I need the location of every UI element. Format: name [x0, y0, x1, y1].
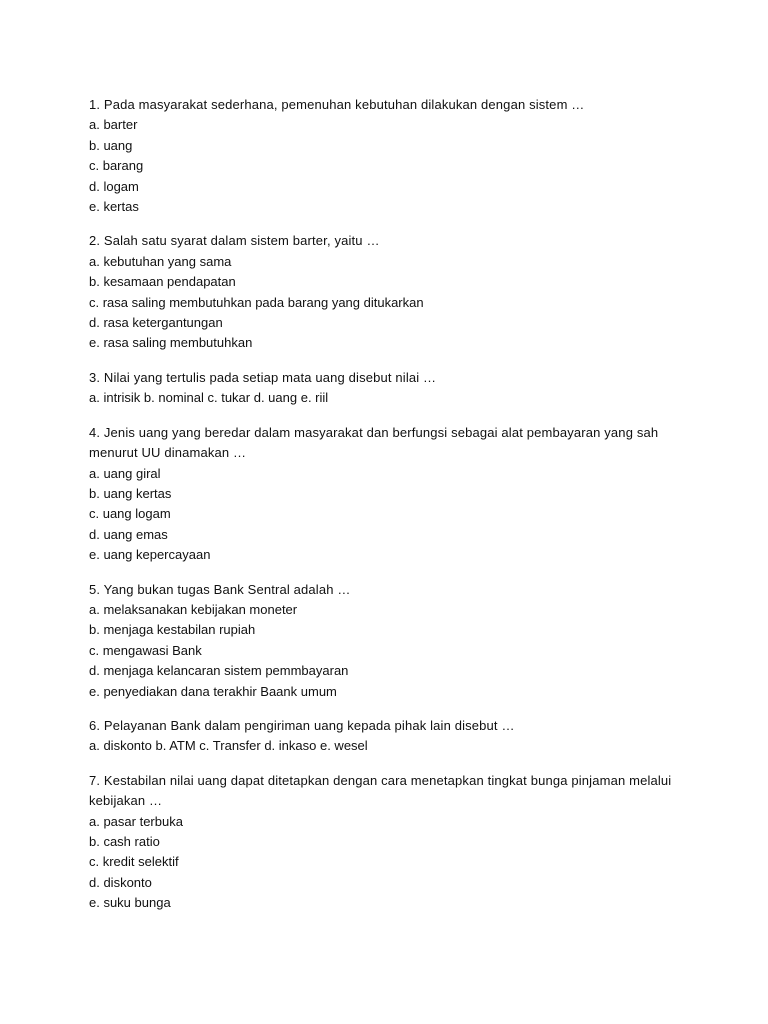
question-text: 2. Salah satu syarat dalam sistem barter, yaitu … — [89, 233, 380, 249]
option-e: e. kertas — [89, 199, 139, 215]
question-text: 1. Pada masyarakat sederhana, pemenuhan kebutuhan dilakukan dengan sistem … — [89, 97, 585, 112]
option-e: e. penyediakan dana terakhir Baank umum — [89, 683, 337, 699]
option-e: e. uang kepercayaan — [89, 547, 211, 563]
question-5 — [89, 580, 689, 702]
option-e: e. rasa saling membutuhkan — [89, 335, 253, 351]
option-line: a. diskonto b. ATM c. Transfer d. inkaso e. wesel — [89, 738, 368, 754]
option-d: d. uang emas — [89, 526, 168, 542]
option-b: b. uang kertas — [89, 485, 172, 501]
question-text-line-1: 4. Jenis uang yang beredar dalam masyarakat dan berfungsi sebagai alat pembayaran yang sah — [89, 424, 659, 440]
option-d: d. logam — [89, 178, 139, 194]
option-d: d. diskonto — [89, 874, 152, 890]
question-text: 5. Yang bukan tugas Bank Sentral adalah … — [89, 581, 351, 597]
question-1 — [89, 95, 689, 217]
option-b: b. uang — [89, 137, 133, 153]
question-2 — [89, 231, 689, 353]
option-a: a. kebutuhan yang sama — [89, 253, 232, 269]
question-text: 6. Pelayanan Bank dalam pengiriman uang kepada pihak lain disebut … — [89, 717, 515, 733]
option-e: e. suku bunga — [89, 895, 171, 911]
option-d: d. menjaga kelancaran sistem pemmbayaran — [89, 663, 349, 679]
option-b: b. menjaga kestabilan rupiah — [89, 622, 256, 638]
question-4 — [89, 423, 689, 566]
question-7 — [89, 771, 689, 914]
option-a: a. uang giral — [89, 465, 161, 481]
option-c: c. uang logam — [89, 506, 171, 522]
option-c: c. mengawasi Bank — [89, 642, 202, 658]
option-b: b. kesamaan pendapatan — [89, 274, 236, 290]
option-b: b. cash ratio — [89, 834, 160, 849]
option-c: c. rasa saling membutuhkan pada barang yang ditukarkan — [89, 294, 424, 310]
document-page — [89, 95, 689, 928]
question-text-line-2: menurut UU dinamakan … — [89, 445, 247, 461]
question-3 — [89, 368, 689, 409]
option-line: a. intrisik b. nominal c. tukar d. uang e. riil — [89, 390, 329, 406]
question-text-line-1: 7. Kestabilan nilai uang dapat ditetapkan dengan cara menetapkan tingkat bunga pinjaman melalui — [89, 772, 672, 788]
question-6 — [89, 716, 689, 757]
option-a: a. pasar terbuka — [89, 813, 183, 829]
option-a: a. barter — [89, 117, 138, 133]
question-text: 3. Nilai yang tertulis pada setiap mata uang disebut nilai … — [89, 369, 437, 385]
option-c: c. kredit selektif — [89, 854, 179, 870]
option-c: c. barang — [89, 158, 144, 174]
question-text-line-2: kebijakan … — [89, 793, 163, 809]
option-a: a. melaksanakan kebijakan moneter — [89, 601, 298, 617]
option-d: d. rasa ketergantungan — [89, 315, 223, 331]
